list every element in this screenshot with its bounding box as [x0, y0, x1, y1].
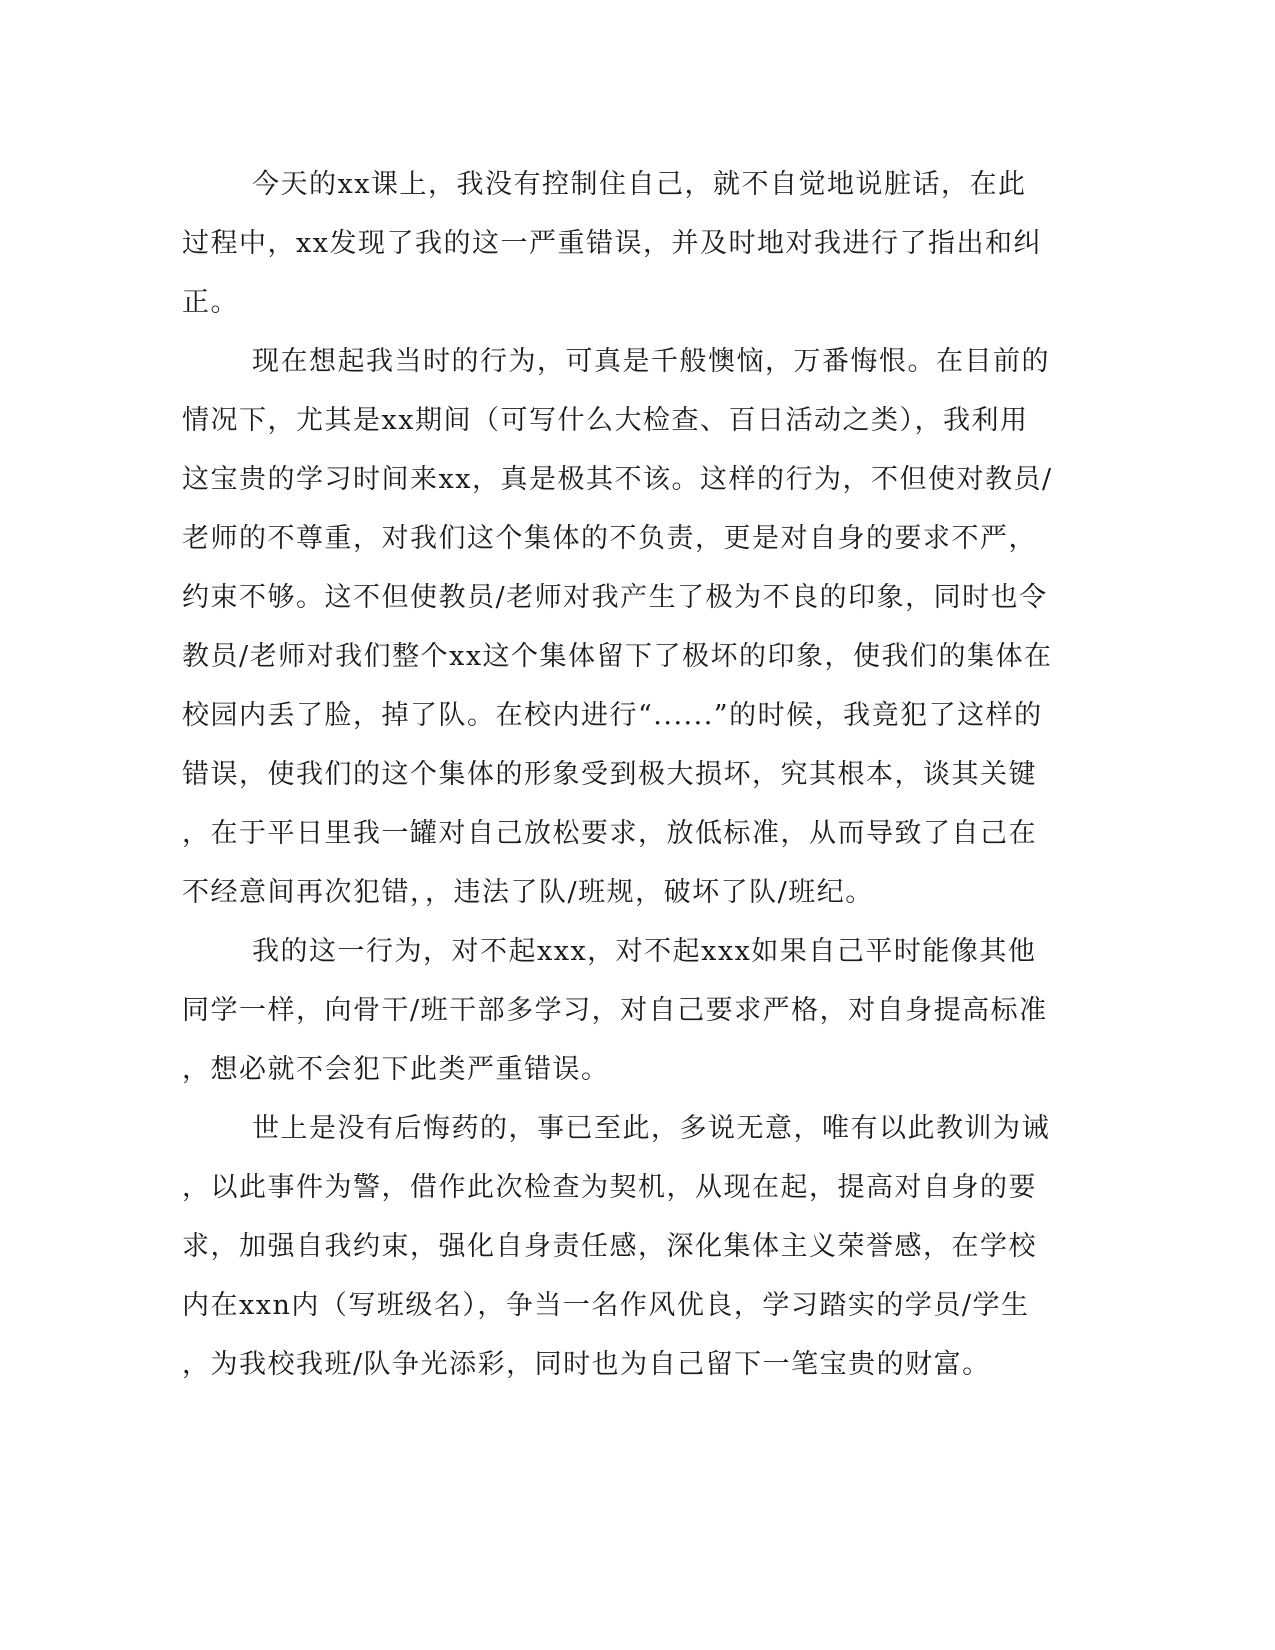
- paragraph-line: 错误，使我们的这个集体的形象受到极大损坏，究其根本，谈其关键: [182, 759, 1037, 790]
- paragraph-1: [182, 155, 1062, 332]
- paragraph-line: 过程中，xx发现了我的这一严重错误，并及时地对我进行了指出和纠: [182, 228, 1042, 259]
- paragraph-line: 求，加强自我约束，强化自身责任感，深化集体主义荣誉感，在学校: [182, 1231, 1037, 1262]
- paragraph-line: 世上是没有后悔药的，事已至此，多说无意，唯有以此教训为诫: [252, 1113, 1050, 1144]
- document-body: [182, 155, 1062, 1394]
- paragraph-3: [182, 922, 1062, 1099]
- paragraph-2: [182, 332, 1062, 922]
- paragraph-line: 我的这一行为，对不起xxx，对不起xxx如果自己平时能像其他: [252, 936, 1037, 967]
- paragraph-line: 现在想起我当时的行为，可真是千般懊恼，万番悔恨。在目前的: [252, 346, 1050, 377]
- paragraph-line: 老师的不尊重，对我们这个集体的不负责，更是对自身的要求不严，: [182, 523, 1037, 554]
- paragraph-line: 教员/老师对我们整个xx这个集体留下了极坏的印象，使我们的集体在: [182, 641, 1053, 672]
- paragraph-line: ，为我校我班/队争光添彩，同时也为自己留下一笔宝贵的财富。: [182, 1349, 991, 1380]
- paragraph-line: ，想必就不会犯下此类严重错误。: [182, 1054, 610, 1085]
- paragraph-line: ，在于平日里我一罐对自己放松要求，放低标准，从而导致了自己在: [182, 818, 1037, 849]
- paragraph-line: 约束不够。这不但使教员/老师对我产生了极为不良的印象，同时也令: [182, 582, 1048, 613]
- paragraph-line: ，以此事件为警，借作此次检查为契机，从现在起，提高对自身的要: [182, 1172, 1037, 1203]
- paragraph-line: 校园内丢了脸，掉了队。在校内进行“......”的时候，我竟犯了这样的: [182, 700, 1043, 731]
- paragraph-line: 正。: [182, 287, 239, 318]
- paragraph-line: 情况下，尤其是xx期间（可写什么大检查、百日活动之类），我利用: [182, 405, 1029, 436]
- paragraph-4: [182, 1099, 1062, 1394]
- paragraph-line: 不经意间再次犯错，，违法了队/班规，破坏了队/班纪。: [182, 877, 874, 908]
- paragraph-line: 今天的xx课上，我没有控制住自己，就不自觉地说脏话，在此: [252, 169, 1027, 200]
- paragraph-line: 这宝贵的学习时间来xx，真是极其不该。这样的行为，不但使对教员/: [182, 464, 1053, 495]
- paragraph-line: 同学一样，向骨干/班干部多学习，对自己要求严格，对自身提高标准: [182, 995, 1048, 1026]
- paragraph-line: 内在xxn内（写班级名），争当一名作风优良，学习踏实的学员/学生: [182, 1290, 1030, 1321]
